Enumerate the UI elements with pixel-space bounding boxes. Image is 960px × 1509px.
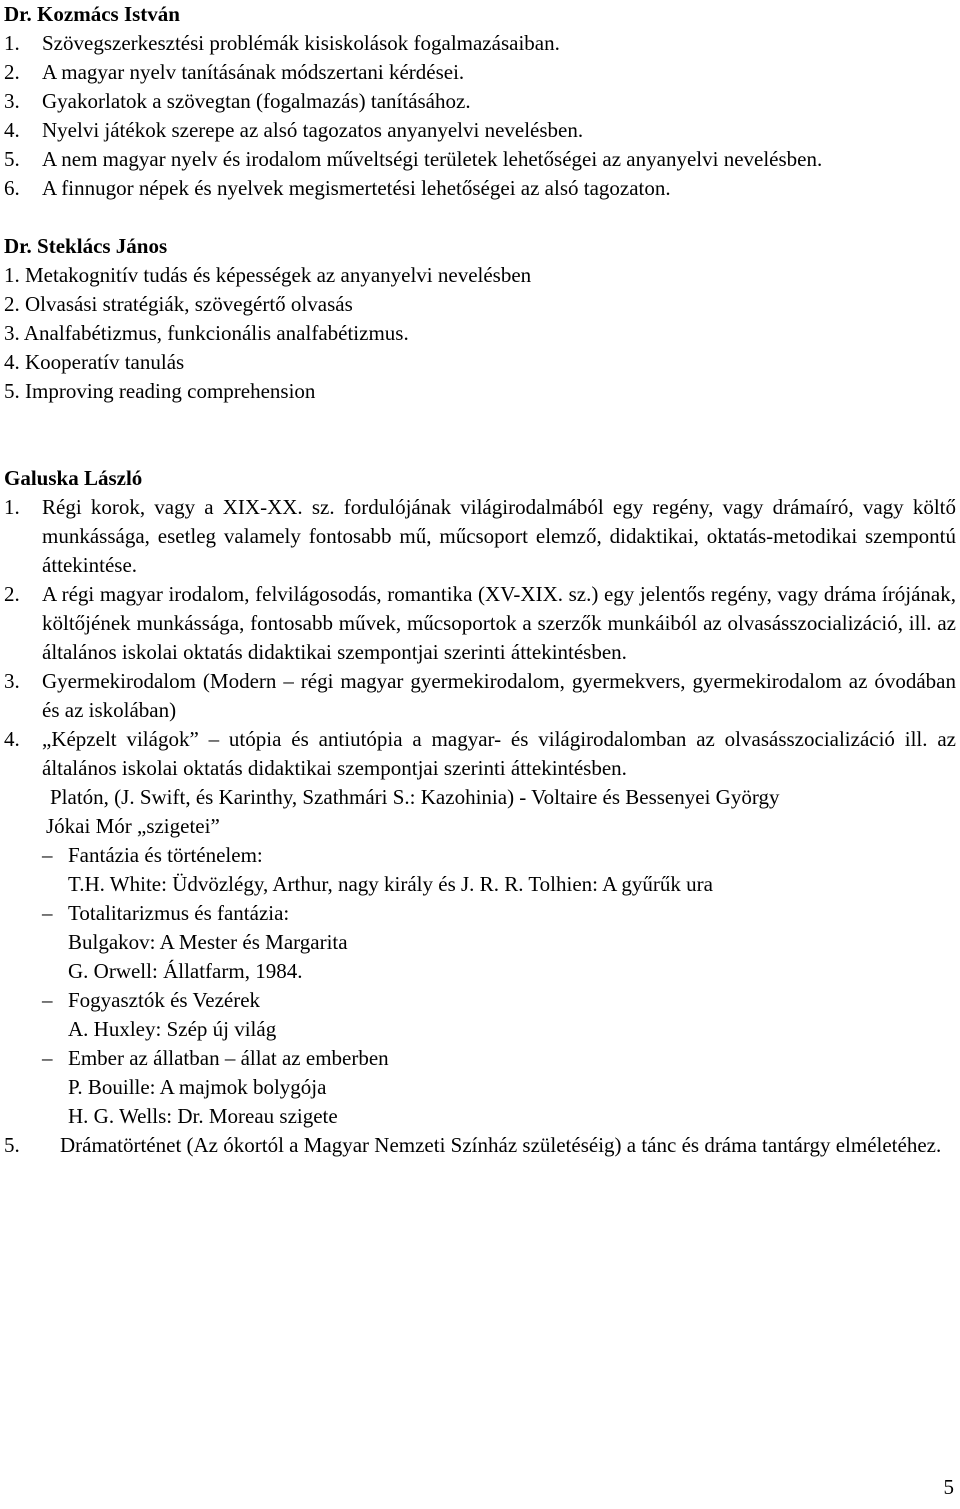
item-number: 5. — [4, 1133, 20, 1157]
work-line: G. Orwell: Állatfarm, 1984. — [68, 959, 303, 983]
page-number: 5 — [943, 1475, 954, 1499]
item-text: Metakognitív tudás és képességek az anyanyelvi nevelésben — [25, 263, 532, 287]
dash-mark: – — [42, 901, 53, 925]
item-number: 3. — [4, 89, 20, 113]
dash-topic — [4, 1044, 956, 1073]
item-text: Gyakorlatok a szövegtan (fogalmazás) tanításához. — [42, 89, 471, 113]
document-page — [4, 0, 956, 1160]
item-text: A nem magyar nyelv és irodalom műveltségi területek lehetőségei az anyanyelvi nevelésben. — [42, 147, 823, 171]
dash-topic — [4, 986, 956, 1015]
item-text: Analfabétizmus, funkcionális analfabétizmus. — [23, 321, 409, 345]
item-text: Kooperatív tanulás — [25, 350, 185, 374]
topic-item — [4, 87, 956, 116]
topic-item — [4, 1131, 956, 1160]
supervisor-name: Dr. Kozmács István — [4, 2, 180, 26]
item-number: 4. — [4, 727, 20, 751]
topic-item — [4, 319, 956, 348]
topic-item — [4, 58, 956, 87]
item-text: A régi magyar irodalom, felvilágosodás, romantika (XV-XIX. sz.) egy jelentős regény, vagy dráma írójának, költőjének munkássága, fontosabb művek, műcsoportok a szerzők munkáiból az olvasásszocializáció, ill. az általános iskolai oktatás didaktikai szempontjai szerinti áttekintésben. — [42, 582, 956, 664]
work-line: A. Huxley: Szép új világ — [68, 1017, 277, 1041]
item-number: 2. — [4, 60, 20, 84]
item-text: Olvasási stratégiák, szövegértő olvasás — [25, 292, 353, 316]
item-text: Régi korok, vagy a XIX-XX. sz. fordulójának világirodalmából egy regény, vagy drámaíró, vagy költő munkássága, esetleg valamely fontosabb mű, műcsoport elemző, didaktikai, oktatás-metodikai szempontú áttekintése. — [42, 495, 956, 577]
item-number: 4. — [4, 350, 20, 374]
topic-item — [4, 290, 956, 319]
topic-item — [4, 116, 956, 145]
work-line: P. Bouille: A majmok bolygója — [68, 1075, 327, 1099]
item-number: 1. — [4, 495, 20, 519]
sub-line: Jókai Mór „szigetei” — [46, 814, 220, 838]
topic-item — [4, 580, 956, 667]
item-number: 1. — [4, 31, 20, 55]
topic-item — [4, 377, 956, 406]
dash-topic — [4, 841, 956, 870]
item-text: A magyar nyelv tanításának módszertani kérdései. — [42, 60, 465, 84]
item-text: Improving reading comprehension — [25, 379, 316, 403]
item-text: Szövegszerkesztési problémák kisiskolások fogalmazásaiban. — [42, 31, 560, 55]
item-text: Nyelvi játékok szerepe az alsó tagozatos anyanyelvi nevelésben. — [42, 118, 584, 142]
topic-item — [4, 667, 956, 725]
supervisor-name: Dr. Steklács János — [4, 234, 168, 258]
topic-item — [4, 725, 956, 783]
supervisor-name: Galuska László — [4, 466, 143, 490]
work-line: H. G. Wells: Dr. Moreau szigete — [68, 1104, 338, 1128]
dash-mark: – — [42, 843, 53, 867]
topic-title: Ember az állatban – állat az emberben — [68, 1046, 389, 1070]
item-text: „Képzelt világok” – utópia és antiutópia a magyar- és világirodalomban az olvasásszocializáció ill. az általános iskolai oktatás didaktikai szempontjai szerinti áttekintésben. — [42, 727, 956, 780]
topic-item — [4, 29, 956, 58]
dash-mark: – — [42, 988, 53, 1012]
item-number: 4. — [4, 118, 20, 142]
topic-title: Fogyasztók és Vezérek — [68, 988, 261, 1012]
dash-topic — [4, 899, 956, 928]
item-text: Gyermekirodalom (Modern – régi magyar gyermekirodalom, gyermekvers, gyermekirodalom az óvodában és az iskolában) — [42, 669, 956, 722]
item-number: 3. — [4, 669, 20, 693]
work-line: T.H. White: Üdvözlégy, Arthur, nagy király és J. R. R. Tolhien: A gyűrűk ura — [68, 872, 713, 896]
item-text: A finnugor népek és nyelvek megismertetési lehetőségei az alsó tagozaton. — [42, 176, 671, 200]
topic-title: Totalitarizmus és fantázia: — [68, 901, 290, 925]
item-number: 5. — [4, 147, 20, 171]
topic-item — [4, 174, 956, 203]
topic-item — [4, 261, 956, 290]
sub-line: Platón, (J. Swift, és Karinthy, Szathmári S.: Kazohinia) - Voltaire és Bessenyei György — [50, 785, 780, 809]
dash-mark: – — [42, 1046, 53, 1070]
item-number: 2. — [4, 582, 20, 606]
work-line: Bulgakov: A Mester és Margarita — [68, 930, 348, 954]
item-number: 6. — [4, 176, 20, 200]
item-number: 2. — [4, 292, 20, 316]
item-number: 3. — [4, 321, 20, 345]
item-number: 5. — [4, 379, 20, 403]
topic-item — [4, 493, 956, 580]
topic-title: Fantázia és történelem: — [68, 843, 263, 867]
item-number: 1. — [4, 263, 20, 287]
topic-item — [4, 348, 956, 377]
item-text: Drámatörténet (Az ókortól a Magyar Nemzeti Színház születéséig) a tánc és dráma tantárgy elméletéhez. — [60, 1133, 942, 1157]
topic-item — [4, 145, 956, 174]
